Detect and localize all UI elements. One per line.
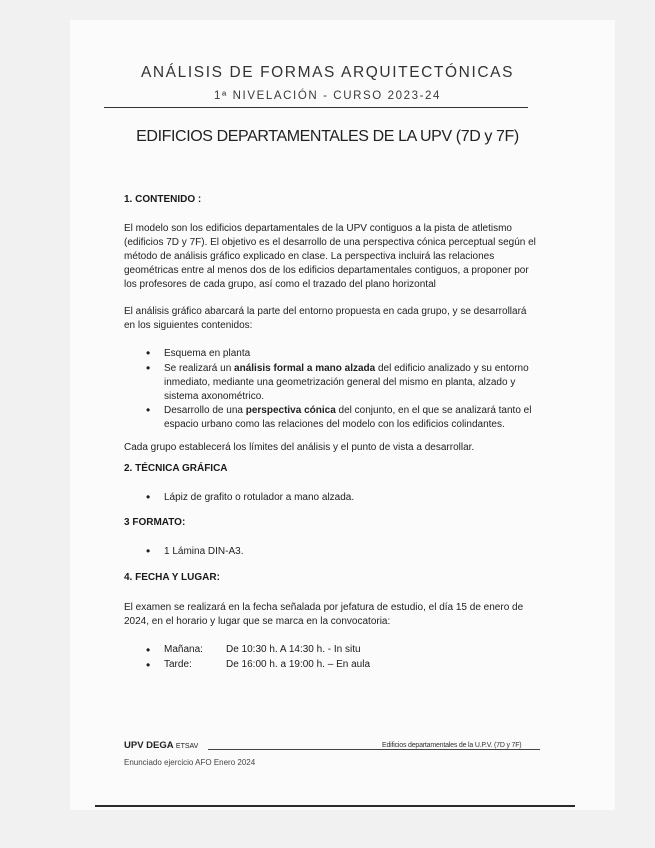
- footer-subtitle: Enunciado ejercicio AFO Enero 2024: [124, 758, 256, 767]
- bullet-dot: •: [146, 544, 151, 558]
- schedule-value-manana: De 10:30 h. A 14:30 h. - In situ: [226, 644, 361, 655]
- text-line: El examen se realizará en la fecha señalada por jefatura de estudio, el día 15 de enero de: [124, 602, 524, 613]
- text-line: 2024, en el horario y lugar que se marca en la convocatoria:: [124, 616, 391, 627]
- section-heading-contenido: 1. CONTENIDO :: [124, 194, 202, 205]
- schedule-label-tarde: Tarde:: [164, 659, 192, 670]
- paragraph-modelo: [124, 222, 542, 292]
- course-level: 1ª NIVELACIÓN - CURSO 2023-24: [213, 90, 442, 102]
- course-title: ANÁLISIS DE FORMAS ARQUITECTÓNICAS: [140, 64, 515, 81]
- page-edge-line: [95, 805, 575, 807]
- text-line: los profesores de cada grupo, así como el trazado del plano horizontal: [124, 279, 436, 290]
- list-item-lapiz: Lápiz de grafito o rotulador a mano alzada.: [164, 492, 355, 503]
- text-line: El análisis gráfico abarcará la parte del entorno propuesta en cada grupo, y se desarrollará: [124, 306, 527, 317]
- list-item-perspectiva: Desarrollo de una perspectiva cónica del conjunto, en el que se analizará tanto el espacio urbano como las relaciones del modelo con los edificios colindantes.: [164, 405, 532, 430]
- paragraph-limites: Cada grupo establecerá los límites del análisis y el punto de vista a desarrollar.: [124, 442, 475, 453]
- bullet-dot: •: [146, 346, 151, 360]
- section-heading-tecnica: 2. TÉCNICA GRÁFICA: [124, 463, 228, 474]
- bullet-dot: •: [146, 361, 151, 375]
- bullet-dot: •: [146, 403, 151, 417]
- list-item-analisis-formal: Se realizará un análisis formal a mano alzada del edificio analizado y su entorno inmediato, mediante una geometrización general del mismo en planta, alzado y sistema axonométrico.: [164, 363, 529, 402]
- list-item-esquema: Esquema en planta: [164, 348, 251, 359]
- schedule-value-tarde: De 16:00 h. a 19:00 h. – En aula: [226, 659, 370, 670]
- bullet-dot: •: [146, 643, 151, 657]
- section-heading-fecha: 4. FECHA Y LUGAR:: [124, 572, 220, 583]
- paragraph-analisis: [124, 305, 542, 333]
- text-line: en los siguientes contenidos:: [124, 320, 253, 331]
- footer-doc-name: Edificios departamentales de la U.P.V. (7D y 7F): [382, 742, 522, 749]
- header-divider: [104, 107, 528, 108]
- schedule-label-manana: Mañana:: [164, 644, 203, 655]
- text-line: El modelo son los edificios departamentales de la UPV contiguos a la pista de atletismo: [124, 223, 512, 234]
- list-item-lamina: 1 Lámina DIN-A3.: [164, 546, 244, 557]
- text-line: método de análisis gráfico explicado en clase. La perspectiva incluirá las relaciones: [124, 251, 495, 262]
- document-title: EDIFICIOS DEPARTAMENTALES DE LA UPV (7D y 7F): [136, 128, 519, 145]
- bullet-dot: •: [146, 658, 151, 672]
- text-line: (edificios 7D y 7F). El objetivo es el desarrollo de una perspectiva cónica perceptual según el: [124, 237, 536, 248]
- bullet-dot: •: [146, 490, 151, 504]
- footer-org: UPV DEGA ETSAV: [124, 740, 199, 751]
- section-heading-formato: 3 FORMATO:: [124, 517, 186, 528]
- footer-divider: [208, 749, 540, 750]
- text-line: geométricas entre al menos dos de los edificios departamentales contiguos, a proponer por: [124, 265, 529, 276]
- paragraph-examen: [124, 601, 542, 629]
